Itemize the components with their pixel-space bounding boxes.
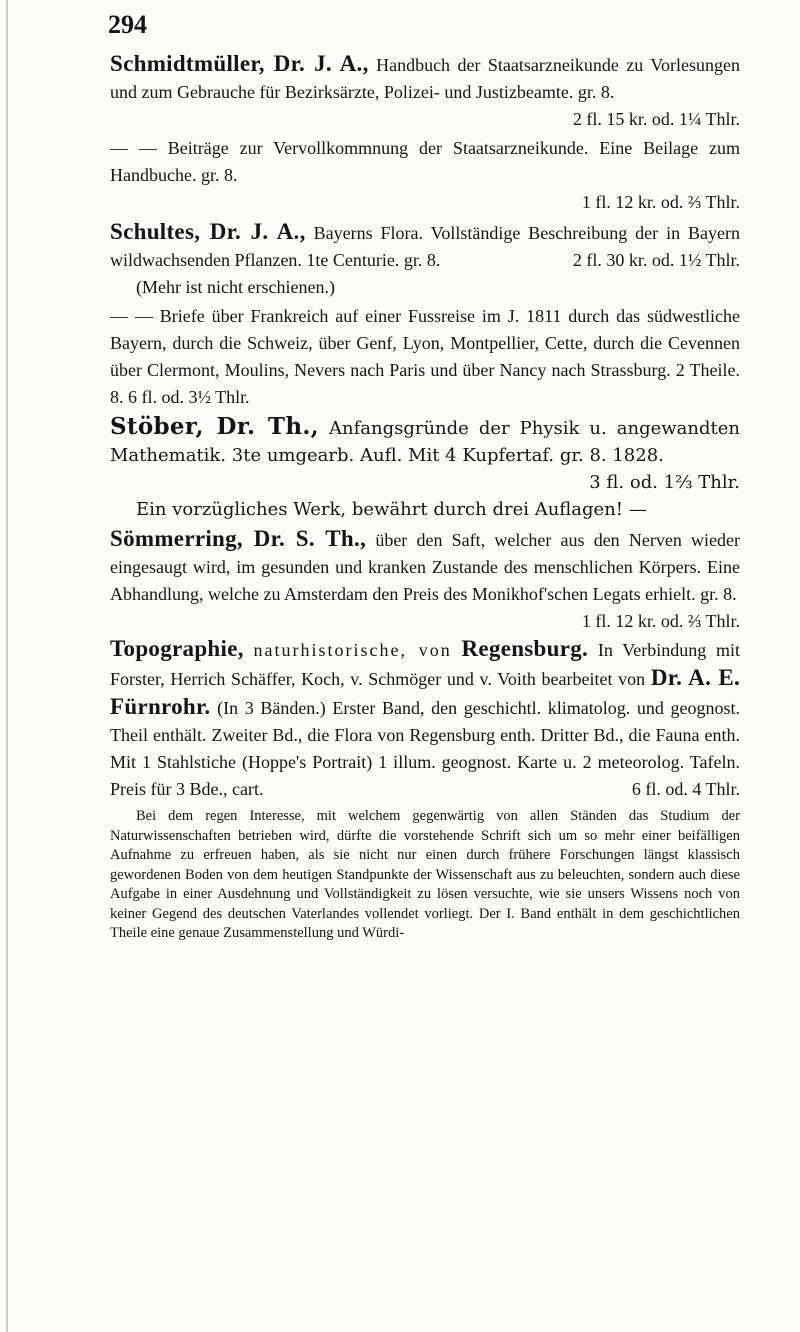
entry-note: Bei dem regen Interesse, mit welchem gegenwärtig von allen Ständen das Studium der Naturwissenschaften betrieben wird, dürfte die vorstehende Schrift sich um so mehr einer beifälligen Aufnahme zu erfreuen haben, als sie nicht nur einen durch frühere Forschungen längst klassisch gewordenen Boden von dem heutigen Standpunkte der Wissenschaft aus zu beleuchten, sondern auch diese Aufgabe in einer Ausdehnung und Vollständigkeit zu lösen versuchte, wie sie unsers Wissens noch von keiner Gegend des deutschen Vaterlandes vollendet vorliegt. Der I. Band enthält in dem geschichtlichen Theile eine genaue Zusammenstellung und Würdi- xyxy=(110,808,740,941)
page-number: 294 xyxy=(108,10,147,39)
entry-author: — — xyxy=(110,138,157,158)
catalog-entry xyxy=(110,635,740,944)
catalog-entry xyxy=(110,135,740,216)
entry-subtitle: naturhistorische, von xyxy=(253,640,452,660)
catalog-entry xyxy=(110,218,740,301)
entry-author: Stöber, Dr. Th., xyxy=(110,413,319,440)
entry-text: Anfangsgründe der Physik u. angewandten Mathematik. 3te umgearb. Aufl. Mit 4 Kupfertaf. gr. 8. 1828. xyxy=(110,418,740,466)
page-edge-line xyxy=(6,0,8,1332)
entry-price: 2 fl. 15 kr. od. 1¼ Thlr. xyxy=(572,109,740,129)
entry-price: 1 fl. 12 kr. od. ⅔ Thlr. xyxy=(581,192,740,212)
entry-price: 1 fl. 12 kr. od. ⅔ Thlr. xyxy=(581,611,740,631)
entry-author: Schmidtmüller, Dr. J. A., xyxy=(110,51,369,76)
entry-author: Schultes, Dr. J. A., xyxy=(110,219,306,244)
entry-price: 2 fl. 30 kr. od. 1½ Thlr. xyxy=(572,250,740,270)
entry-note: Ein vorzügliches Werk, bewährt durch drei Auflagen! — xyxy=(136,499,647,520)
catalog-listing xyxy=(110,50,740,946)
entry-author: Topographie, xyxy=(110,636,244,661)
entry-price: 3 fl. od. 1⅔ Thlr. xyxy=(589,472,740,493)
entry-text-continued: (In 3 Bänden.) Erster Band, den geschichtl. klimatolog. und geognost. Theil enthält. Zweiter Bd., die Flora von Regensburg enth. Dritter Bd., die Fauna enth. Mit 1 Stahlstiche (Hoppe's Portrait) 1 illum. geognost. Karte u. 2 meteorolog. Tafeln. Preis für 3 Bde., cart. xyxy=(110,698,741,799)
entry-price: 6 fl. od. 3½ Thlr. xyxy=(128,387,250,407)
entry-price: 6 fl. od. 4 Thlr. xyxy=(631,779,740,799)
entry-note: (Mehr ist nicht erschienen.) xyxy=(136,277,335,297)
entry-text: über den Saft, welcher aus den Nerven wieder eingesaugt wird, im gesunden und kranken Zustande des menschlichen Körpers. Eine Abhandlung, welche zu Amsterdam den Preis des Monikhof'schen Legats erhielt. gr. 8. xyxy=(110,530,741,604)
entry-place: Regensburg. xyxy=(461,636,589,661)
entry-text: Beiträge zur Vervollkommnung der Staatsarzneikunde. Eine Beilage zum Handbuche. gr. 8. xyxy=(110,138,740,185)
catalog-entry xyxy=(110,50,740,133)
entry-author: Sömmerring, Dr. S. Th., xyxy=(110,526,367,551)
entry-editor: Dr. A. E. Fürnrohr. xyxy=(110,665,741,719)
entry-text: Briefe über Frankreich auf einer Fussreise im J. 1811 durch das südwestliche Bayern, durch die Schweiz, über Genf, Lyon, Montpellier, Cette, durch die Cevennen über Clermont, Moulins, Nevers nach Paris und über Nancy nach Strassburg. 2 Theile. 8. xyxy=(110,306,740,407)
entry-author: — — xyxy=(110,306,153,326)
entry-text: Handbuch der Staatsarzneikunde zu Vorlesungen und zum Gebrauche für Bezirksärzte, Polizei- und Justizbeamte. gr. 8. xyxy=(110,55,740,102)
catalog-entry xyxy=(110,525,741,631)
entry-text: Bayerns Flora. Vollständige Beschreibung der in Bayern wildwachsenden Pflanzen. 1te Centurie. gr. 8. xyxy=(110,223,741,270)
entry-text: In Verbindung mit Forster, Herrich Schäffer, Koch, v. Schmöger und v. Voith bearbeitet von xyxy=(110,640,741,689)
catalog-entry xyxy=(110,413,740,523)
catalog-entry xyxy=(110,303,740,411)
